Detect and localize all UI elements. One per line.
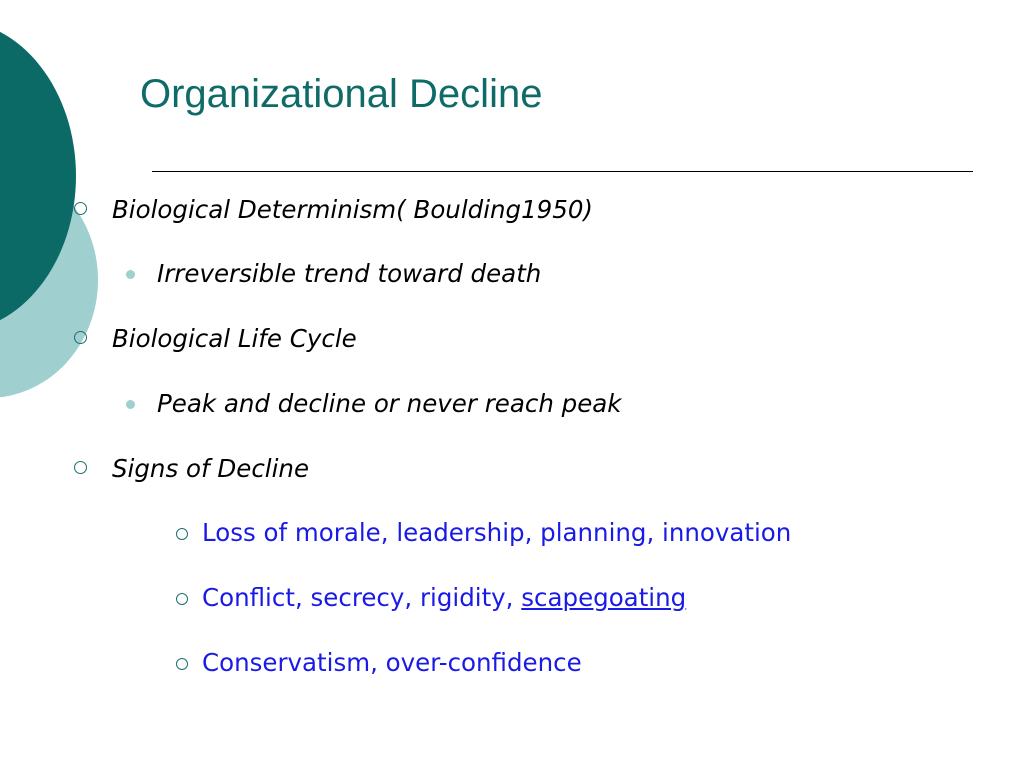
hollow-circle-icon: [176, 528, 188, 540]
hollow-circle-icon: [74, 331, 87, 344]
hollow-circle-icon: [74, 202, 87, 215]
slide-title: Organizational Decline: [140, 72, 543, 116]
hollow-circle-icon: [176, 593, 188, 605]
bullet-text: Conservatism, over-confidence: [202, 648, 582, 677]
title-divider: [152, 171, 973, 172]
bullet-text: Loss of morale, leadership, planning, innovation: [202, 518, 792, 547]
filled-dot-icon: [126, 400, 135, 409]
hollow-circle-icon: [74, 461, 87, 474]
bullet-text: [202, 580, 686, 616]
bullet-text: Signs of Decline: [112, 454, 310, 483]
bullet-text: Biological Determinism( Boulding1950): [112, 195, 593, 224]
bullet-text: Irreversible trend toward death: [157, 259, 542, 288]
scapegoating-link[interactable]: scapegoating: [521, 583, 687, 612]
bullet-text: Peak and decline or never reach peak: [157, 389, 622, 418]
filled-dot-icon: [126, 270, 135, 279]
bullet-text: Biological Life Cycle: [112, 324, 357, 353]
bullet-text-plain: Conflict, secrecy, rigidity,: [202, 583, 522, 612]
hollow-circle-icon: [176, 658, 188, 670]
